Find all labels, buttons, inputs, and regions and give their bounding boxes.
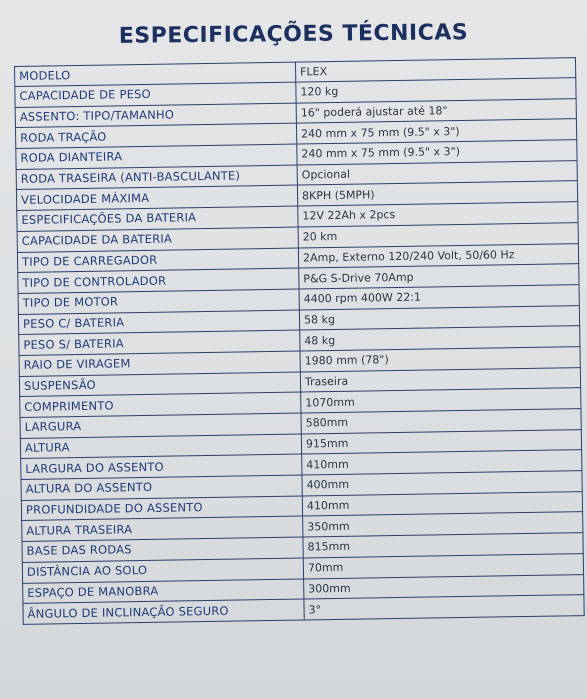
spec-value: 1070mm [301,388,581,413]
spec-label: TIPO DE CARREGADOR [17,248,298,273]
spec-value: 4400 rpm 400W 22:1 [299,285,579,310]
spec-value: Traseira [300,367,580,392]
spec-value: 16" poderá ajustar até 18" [296,98,576,123]
spec-value: 20 km [298,222,578,247]
spec-label: MODELO [15,62,296,86]
spec-value: 400mm [302,471,582,496]
spec-value: 48 kg [300,326,580,351]
spec-label: ASSENTO: TIPO/TAMANHO [15,103,296,128]
spec-value: Opcional [297,160,577,185]
spec-value: 1980 mm (78") [300,347,580,372]
spec-label: TIPO DE CONTROLADOR [18,268,299,293]
spec-value: 410mm [302,450,582,475]
spec-label: RODA TRAÇÃO [15,123,296,148]
spec-value: 580mm [301,409,581,434]
page-title: ESPECIFICAÇÕES TÉCNICAS [118,20,469,49]
spec-label: ALTURA DO ASSENTO [21,475,302,500]
spec-label: ALTURA [20,434,301,459]
spec-value: 240 mm x 75 mm (9.5" x 3") [296,119,576,144]
spec-label: ÂNGULO DE INCLINAÇÃO SEGURO [23,599,304,624]
spec-label: LARGURA DO ASSENTO [21,454,302,479]
spec-value: 12V 22Ah x 2pcs [298,202,578,227]
spec-value: 3° [304,595,584,620]
spec-label: LARGURA [20,413,301,438]
spec-label: SUSPENSÃO [19,372,300,397]
spec-label: CAPACIDADE DA BATERIA [17,227,298,252]
spec-label: VELOCIDADE MÁXIMA [16,186,297,211]
spec-table-body [15,58,585,625]
spec-table [14,57,585,625]
spec-value: 350mm [303,512,583,537]
spec-label: TIPO DE MOTOR [18,289,299,314]
spec-label: ESPECIFICAÇÕES DA BATERIA [17,206,298,231]
spec-label: DISTÂNCIA AO SOLO [22,558,303,583]
spec-value: 410mm [302,491,582,516]
spec-label: RODA DIANTEIRA [16,144,297,169]
spec-label: CAPACIDADE DE PESO [15,82,296,107]
spec-value: P&G S-Drive 70Amp [299,264,579,289]
spec-value: 300mm [304,574,584,599]
spec-value: 8KPH (5MPH) [297,181,577,206]
spec-value: 58 kg [299,305,579,330]
spec-value: 2Amp, Externo 120/240 Volt, 50/60 Hz [298,243,578,268]
spec-label: PESO C/ BATERIA [18,310,299,335]
spec-label: RODA TRASEIRA (ANTI-BASCULANTE) [16,165,297,190]
spec-label: PROFUNDIDADE DO ASSENTO [21,496,302,521]
spec-label: RAIO DE VIRAGEM [19,351,300,376]
spec-value: 70mm [303,553,583,578]
spec-value: FLEX [295,58,575,82]
spec-value: 915mm [301,429,581,454]
spec-label: PESO S/ BATERIA [19,330,300,355]
spec-value: 240 mm x 75 mm (9.5" x 3") [297,140,577,165]
spec-label: ALTURA TRASEIRA [22,516,303,541]
spec-value: 815mm [303,533,583,558]
spec-value: 120 kg [296,78,576,103]
spec-label: COMPRIMENTO [20,392,301,417]
spec-label: ESPAÇO DE MANOBRA [23,579,304,604]
spec-label: BASE DAS RODAS [22,537,303,562]
